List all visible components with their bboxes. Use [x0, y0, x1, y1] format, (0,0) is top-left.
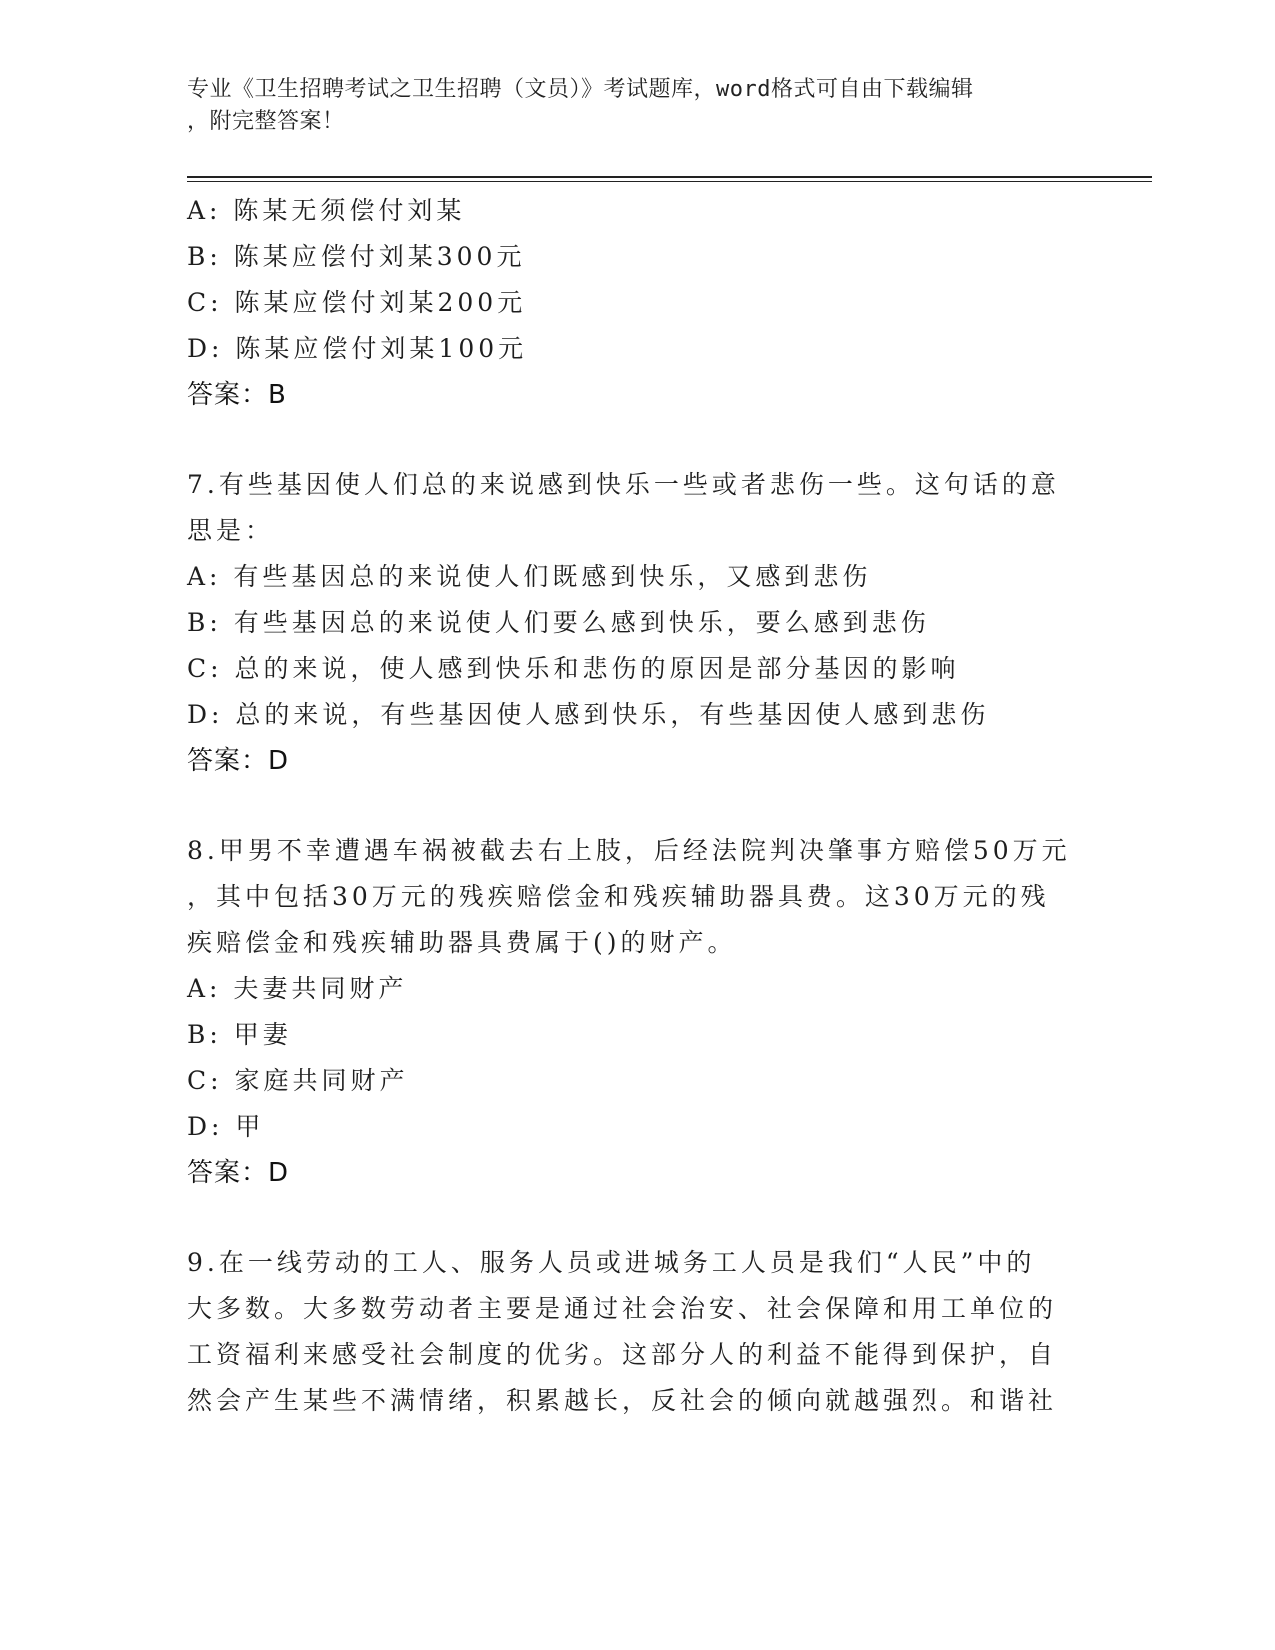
option-d: D: 甲 [187, 1112, 265, 1141]
question-text-line: 8.甲男不幸遭遇车祸被截去右上肢，后经法院判决肇事方赔偿50万元 [187, 836, 1071, 865]
answer-line: 答案：D [187, 1158, 290, 1188]
question-text-line: ，其中包括30万元的残疾赔偿金和残疾辅助器具费。这30万元的残 [187, 882, 1050, 911]
question-text-line: 然会产生某些不满情绪，积累越长，反社会的倾向就越强烈。和谐社 [187, 1386, 1058, 1415]
option-c: C: 家庭共同财产 [187, 1066, 409, 1095]
question-text-line: 7.有些基因使人们总的来说感到快乐一些或者悲伤一些。这句话的意 [187, 470, 1060, 499]
header-line-2: ，附完整答案！ [187, 109, 345, 134]
option-c: C: 陈某应偿付刘某200元 [187, 288, 527, 317]
spacer [187, 784, 1087, 828]
option-a: A: 有些基因总的来说使人们既感到快乐，又感到悲伤 [187, 562, 872, 591]
option-c: C: 总的来说，使人感到快乐和悲伤的原因是部分基因的影响 [187, 654, 960, 683]
question-text-line: 9.在一线劳动的工人、服务人员或进城务工人员是我们“人民”中的 [187, 1248, 1036, 1277]
question-9 [187, 1240, 1087, 1424]
question-text-line: 疾赔偿金和残疾辅助器具费属于()的财产。 [187, 928, 737, 957]
option-a: A: 陈某无须偿付刘某 [187, 196, 466, 225]
option-d: D: 总的来说，有些基因使人感到快乐，有些基因使人感到悲伤 [187, 700, 990, 729]
header-line-1: 专业《卫生招聘考试之卫生招聘（文员）》考试题库，word格式可自由下载编辑 [187, 77, 974, 102]
answer-line: 答案：B [187, 380, 287, 410]
question-7 [187, 462, 1087, 784]
question-8 [187, 828, 1087, 1196]
header-divider-thick [187, 176, 1152, 178]
question-text-line: 大多数。大多数劳动者主要是通过社会治安、社会保障和用工单位的 [187, 1294, 1058, 1323]
question-text-line: 思是： [187, 516, 275, 545]
option-b: B: 陈某应偿付刘某300元 [187, 242, 526, 271]
option-d: D: 陈某应偿付刘某100元 [187, 334, 528, 363]
spacer [187, 418, 1087, 462]
document-header [187, 74, 1067, 138]
answer-line: 答案：D [187, 746, 290, 776]
option-b: B: 甲妻 [187, 1020, 292, 1049]
question-text-line: 工资福利来感受社会制度的优劣。这部分人的利益不能得到保护，自 [187, 1340, 1058, 1369]
option-a: A: 夫妻共同财产 [187, 974, 408, 1003]
option-b: B: 有些基因总的来说使人们要么感到快乐，要么感到悲伤 [187, 608, 930, 637]
spacer [187, 1196, 1087, 1240]
question-6 [187, 188, 1087, 418]
header-divider-thin [187, 181, 1152, 182]
question-content [187, 188, 1087, 1424]
